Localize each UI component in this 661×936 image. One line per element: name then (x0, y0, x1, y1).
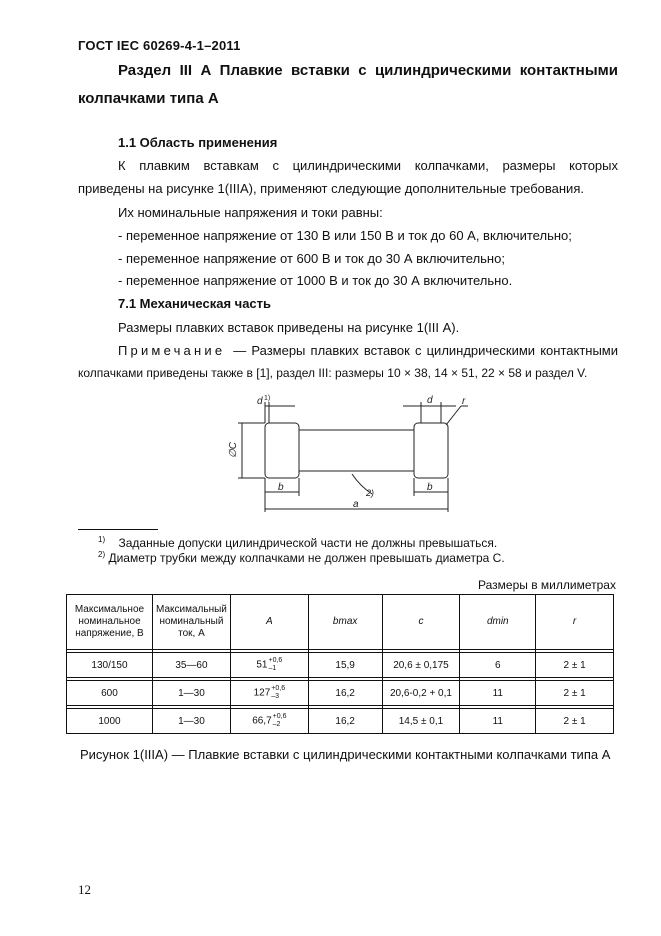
label-d-left: d (257, 396, 263, 407)
dimensions-table (66, 594, 614, 734)
standard-header: ГОСТ IEC 60269-4-1–2011 (78, 38, 241, 53)
scope-para1-line2: приведены на рисунке 1(IIIA), применяют следующие дополнительные требования. (78, 181, 584, 196)
header-a: A (230, 595, 308, 650)
header-voltage: Максимальное номинальное напряжение, В (67, 595, 153, 650)
label-b-left: b (278, 482, 284, 493)
label-diameter-c: ∅C (228, 442, 239, 458)
section-title-line2: колпачками типа А (78, 90, 219, 107)
header-c: c (382, 595, 460, 650)
scope-para1-line1: К плавким вставкам с цилиндрическими колпачками, размеры которых (118, 158, 618, 173)
tube (299, 430, 414, 471)
footnote-2: $^{2)}$ Диаметр трубки между колпачками не должен превышать диаметра С. (98, 550, 505, 565)
scope-para2: Их номинальные напряжения и токи равны: (118, 205, 383, 220)
footnote-divider (78, 529, 158, 530)
label-d-sup: 1) (264, 395, 271, 402)
label-note2: 2) (366, 488, 375, 498)
header-r: r (536, 595, 614, 650)
header-current: Максимальный номинальный ток, А (152, 595, 230, 650)
label-a: a (353, 499, 359, 510)
list-item: - переменное напряжение от 1000 В и ток до 30 А включительно. (118, 273, 513, 288)
table-header-row (67, 595, 614, 650)
table-row: 600 1—30 127+0,6 –3 16,2 20,6-0,2 + 0,1 11 2 ± 1 (67, 681, 614, 706)
header-b: bmax (308, 595, 382, 650)
table-row: 1000 1—30 66,7+0,6 –2 16,2 14,5 ± 0,1 11 2 ± 1 (67, 709, 614, 734)
figure-caption: Рисунок 1(IIIA) — Плавкие вставки с цилиндрическими контактными колпачками типа А (80, 747, 611, 762)
footnote-1: $^{1)}$ Заданные допуски цилиндрической части не должны превышаться. (98, 535, 498, 550)
table-row: 130/150 35—60 51+0,6 –1 15,9 20,6 ± 0,175 6 2 ± 1 (67, 653, 614, 678)
left-cap (265, 423, 299, 478)
fuse-dimension-drawing (220, 392, 490, 520)
table-units: Размеры в миллиметрах (478, 578, 616, 592)
header-d: dmin (460, 595, 536, 650)
label-b-right: b (427, 482, 433, 493)
mechanical-para: Размеры плавких вставок приведены на рисунке 1(III А). (118, 320, 460, 335)
label-d-right: d (427, 395, 433, 406)
mechanical-heading: 7.1 Механическая часть (118, 296, 272, 311)
section-title-line1: Раздел III А Плавкие вставки с цилиндрическими контактными (118, 62, 618, 79)
list-item: - переменное напряжение от 130 В или 150 В и ток до 60 А, включительно; (118, 228, 572, 243)
note-label: Примечание (118, 343, 226, 358)
note-line1 (118, 343, 618, 358)
note-line2: колпачками приведены также в [1], раздел III: размеры 10 × 38, 14 × 51, 22 × 58 и раздел V. (78, 366, 588, 380)
right-cap (414, 423, 448, 478)
note-line1-text: — Размеры плавких вставок с цилиндрическими контактными (233, 343, 618, 358)
page-number: 12 (78, 882, 91, 897)
scope-heading: 1.1 Область применения (118, 135, 278, 150)
list-item: - переменное напряжение от 600 В и ток до 30 А включительно; (118, 251, 505, 266)
label-r: r (462, 396, 466, 407)
